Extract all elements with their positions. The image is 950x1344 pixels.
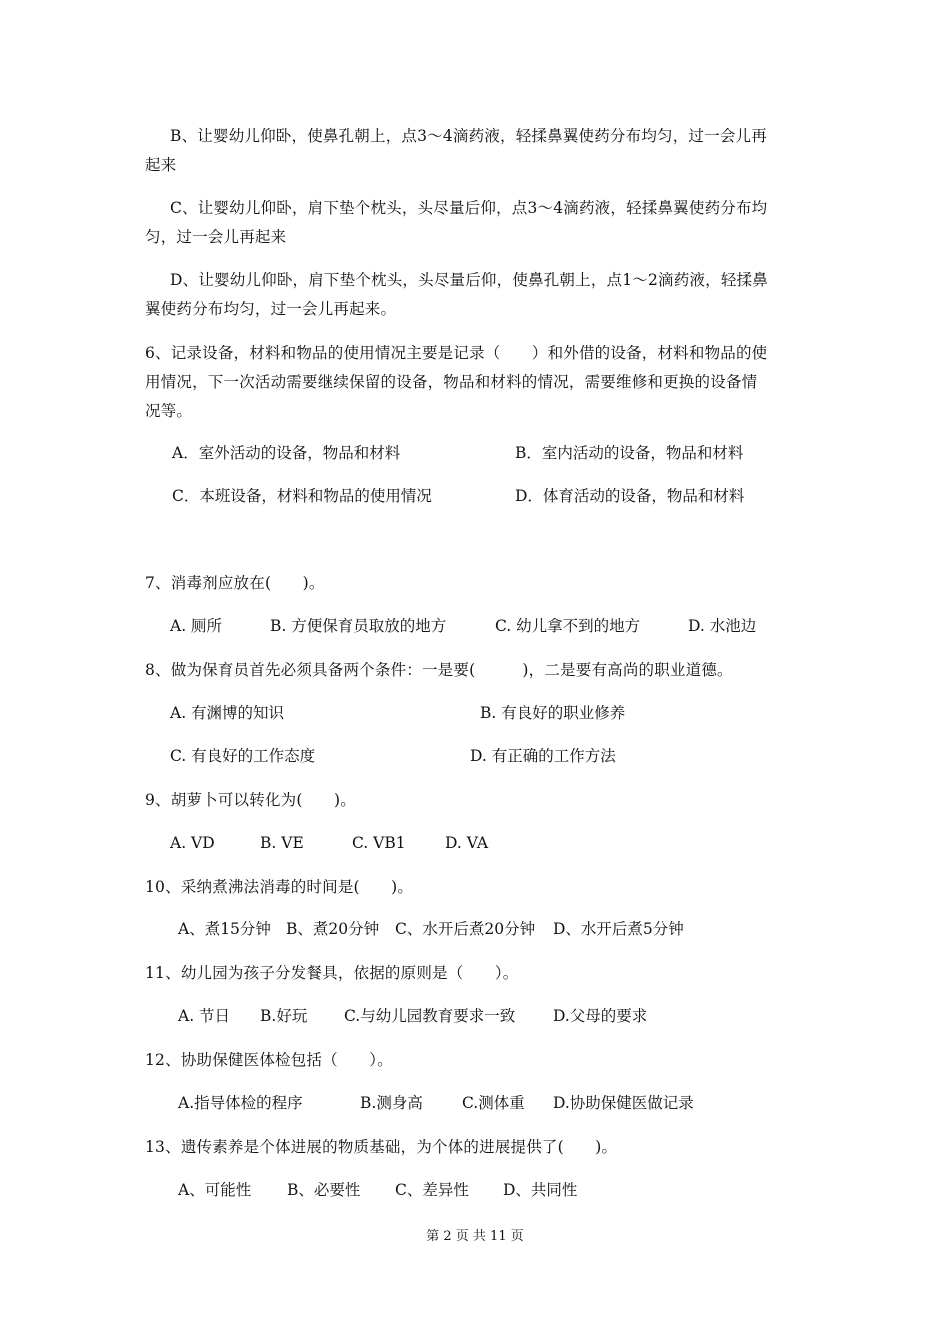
q10-option-b: B、煮20分钟 — [286, 920, 380, 938]
q10-option-d: D、水开后煮5分钟 — [553, 920, 684, 938]
q8-stem: 8、做为保育员首先必须具备两个条件：一是要( )，二是要有高尚的职业道德。 — [145, 661, 733, 679]
q12-option-a: A.指导体检的程序 — [178, 1094, 303, 1112]
q6-option-c: C．本班设备，材料和物品的使用情况 — [172, 487, 432, 505]
q11-option-d: D.父母的要求 — [553, 1007, 648, 1025]
page-number-footer: 第 2 页 共 11 页 — [426, 1229, 524, 1244]
option-c-line-1: C、让婴幼儿仰卧，肩下垫个枕头，头尽量后仰，点3～4滴药液，轻揉鼻翼使药分布均 — [170, 199, 768, 217]
q7-option-c: C. 幼儿拿不到的地方 — [495, 617, 641, 635]
q8-option-a: A. 有渊博的知识 — [170, 704, 285, 722]
q12-option-d: D.协助保健医做记录 — [553, 1094, 694, 1112]
q12-option-b: B.测身高 — [360, 1094, 423, 1112]
q8-option-d: D. 有正确的工作方法 — [470, 747, 616, 765]
q11-option-b: B.好玩 — [260, 1007, 308, 1025]
q12-stem: 12、协助保健医体检包括（ ）。 — [145, 1051, 393, 1069]
q13-option-d: D、共同性 — [503, 1181, 578, 1199]
q8-option-c: C. 有良好的工作态度 — [170, 747, 316, 765]
q12-option-c: C.测体重 — [462, 1094, 525, 1112]
q7-stem: 7、消毒剂应放在( )。 — [145, 574, 325, 592]
q9-stem: 9、胡萝卜可以转化为( )。 — [145, 791, 356, 809]
option-b-line-1: B、让婴幼儿仰卧，使鼻孔朝上，点3～4滴药液，轻揉鼻翼使药分布均匀，过一会儿再 — [170, 127, 767, 145]
q7-option-d: D. 水池边 — [688, 617, 757, 635]
q11-stem: 11、幼儿园为孩子分发餐具，依据的原则是（ ）。 — [145, 964, 519, 982]
q6-stem-line-2: 用情况，下一次活动需要继续保留的设备，物品和材料的情况，需要维修和更换的设备情 — [145, 373, 758, 391]
q9-option-b: B. VE — [260, 834, 304, 852]
q10-option-a: A、煮15分钟 — [178, 920, 271, 938]
option-c-line-2: 匀，过一会儿再起来 — [145, 228, 287, 246]
option-b-line-2: 起来 — [145, 156, 177, 174]
q11-option-a: A. 节日 — [178, 1007, 231, 1025]
q10-option-c: C、水开后煮20分钟 — [395, 920, 536, 938]
q13-option-c: C、差异性 — [395, 1181, 469, 1199]
q9-option-a: A. VD — [170, 834, 215, 852]
option-d-line-2: 翼使药分布均匀，过一会儿再起来。 — [145, 300, 397, 318]
q6-stem-line-3: 况等。 — [145, 402, 193, 420]
q13-option-b: B、必要性 — [287, 1181, 361, 1199]
q6-option-b: B．室内活动的设备，物品和材料 — [515, 444, 744, 462]
q11-option-c: C.与幼儿园教育要求一致 — [344, 1007, 516, 1025]
q7-option-b: B. 方便保育员取放的地方 — [270, 617, 447, 635]
q13-stem: 13、遗传素养是个体进展的物质基础，为个体的进展提供了( )。 — [145, 1138, 618, 1156]
q9-option-c: C. VB1 — [352, 834, 406, 852]
q6-stem-line-1: 6、记录设备，材料和物品的使用情况主要是记录（ ）和外借的设备，材料和物品的使 — [145, 344, 768, 362]
q9-option-d: D. VA — [445, 834, 489, 852]
q6-option-d: D．体育活动的设备，物品和材料 — [515, 487, 745, 505]
q13-option-a: A、可能性 — [178, 1181, 252, 1199]
q10-stem: 10、采纳煮沸法消毒的时间是( )。 — [145, 878, 414, 896]
q7-option-a: A. 厕所 — [170, 617, 223, 635]
q6-option-a: A．室外活动的设备，物品和材料 — [172, 444, 401, 462]
option-d-line-1: D、让婴幼儿仰卧，肩下垫个枕头，头尽量后仰，使鼻孔朝上，点1～2滴药液，轻揉鼻 — [170, 271, 768, 289]
q8-option-b: B. 有良好的职业修养 — [480, 704, 626, 722]
